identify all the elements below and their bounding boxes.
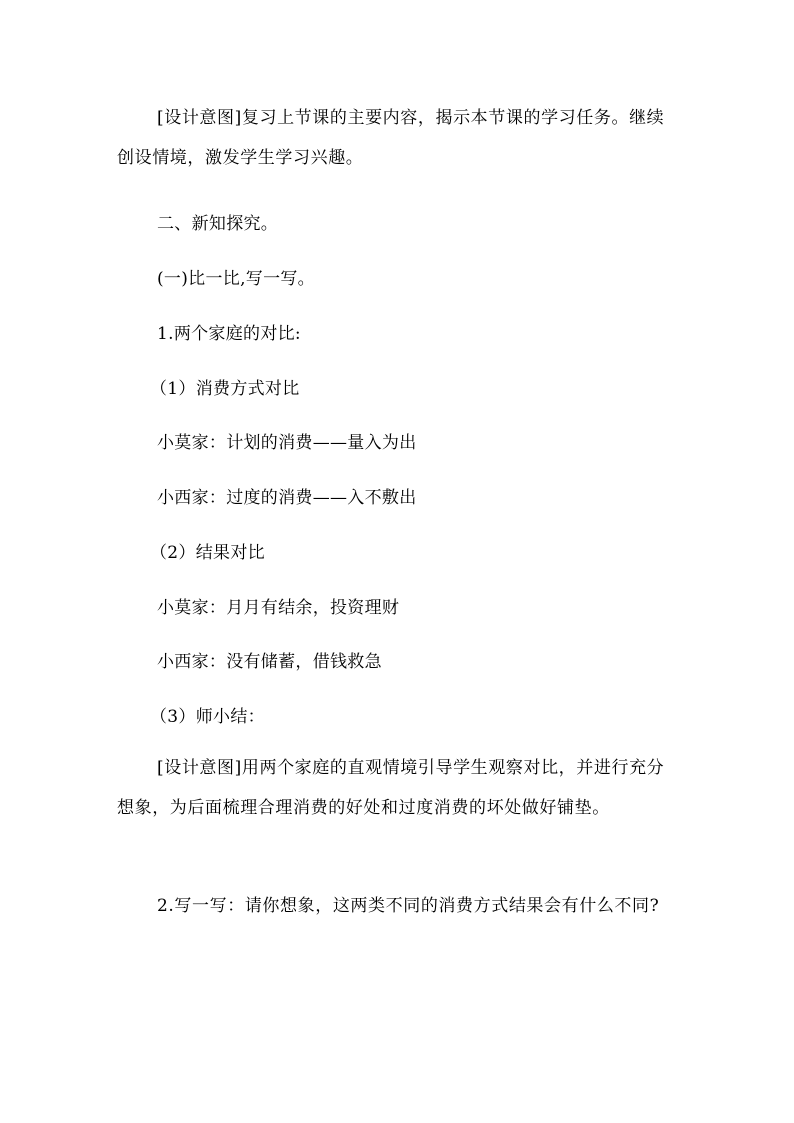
sub-item-consumption-method: （1）消费方式对比: [150, 379, 300, 399]
xiaoxi-family-result: 小西家：没有储蓄，借钱救急: [157, 652, 382, 672]
sub-item-result-comparison: （2）结果对比: [150, 543, 265, 563]
design-intent-paragraph-1: [设计意图]复习上节课的主要内容，揭示本节课的学习任务。继续创设情境，激发学生学习兴趣。: [117, 108, 665, 168]
section-heading-new-knowledge: 二、新知探究。: [157, 214, 279, 234]
xiaomo-family-result: 小莫家：月月有结余，投资理财: [157, 598, 400, 618]
sub-item-teacher-summary: （3）师小结：: [150, 707, 265, 727]
xiaoxi-family-consumption: 小西家：过度的消费——入不敷出: [157, 488, 417, 508]
item-two-families-comparison: 1.两个家庭的对比:: [157, 324, 301, 344]
xiaomo-family-consumption: 小莫家：计划的消费——量入为出: [157, 433, 417, 453]
item-write-prompt: 2.写一写：请你想象，这两类不同的消费方式结果会有什么不同?: [157, 896, 660, 916]
design-intent-paragraph-2: [设计意图]用两个家庭的直观情境引导学生观察对比，并进行充分想象，为后面梳理合理消费的好处和过度消费的坏处做好铺垫。: [117, 758, 665, 818]
subsection-heading-compare-write: (一)比一比,写一写。: [157, 269, 315, 289]
